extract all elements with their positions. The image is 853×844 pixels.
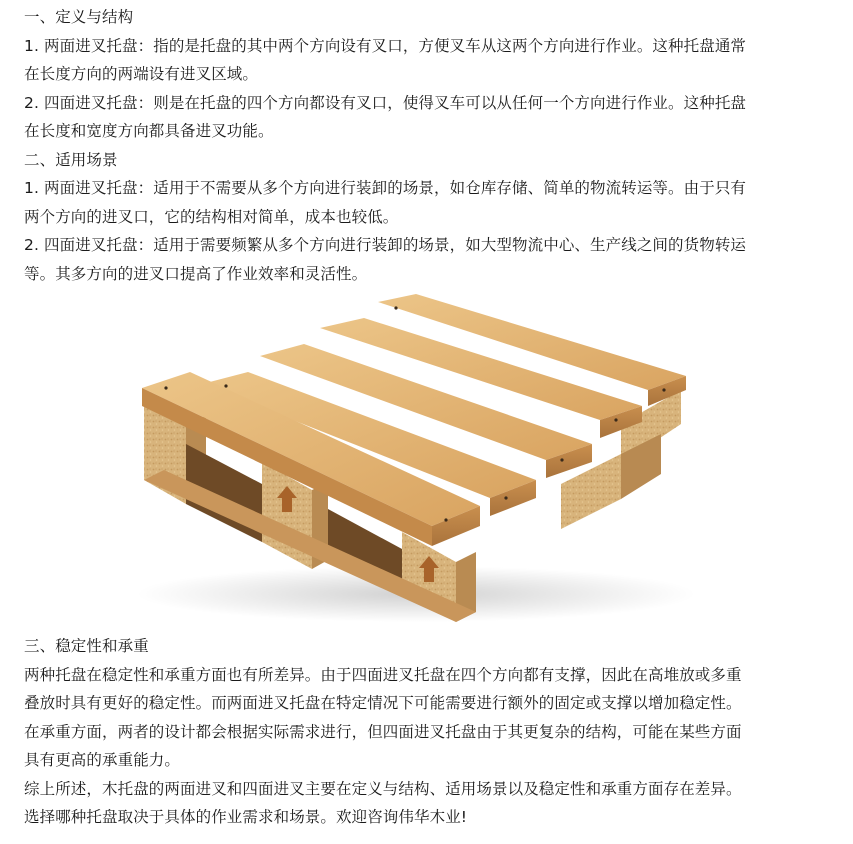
text-line: 综上所述，木托盘的两面进叉和四面进叉主要在定义与结构、适用场景以及稳定性和承重方面存在差异。 — [24, 779, 742, 798]
paragraph-four-way-definition — [24, 89, 746, 146]
text-line: 两个方向的进叉口，它的结构相对简单，成本也较低。 — [24, 207, 399, 226]
text-line: 在承重方面，两者的设计都会根据实际需求进行，但四面进叉托盘由于其更复杂的结构，可能在某些方面 — [24, 722, 742, 741]
section-heading-stability: 三、稳定性和承重 — [24, 637, 149, 655]
text-line: 1. 两面进叉托盘：指的是托盘的其中两个方向设有叉口，方便叉车从这两个方向进行作业。这种托盘通常 — [24, 36, 747, 55]
wooden-pallet-image — [116, 294, 696, 624]
text-line: 选择哪种托盘取决于具体的作业需求和场景。欢迎咨询伟华木业! — [24, 808, 468, 826]
text-line: 具有更高的承重能力。 — [24, 751, 181, 769]
paragraph-stability — [24, 661, 742, 775]
text-line: 叠放时具有更好的稳定性。而两面进叉托盘在特定情况下可能需要进行额外的固定或支撑以增加稳定性。 — [24, 694, 742, 712]
paragraph-two-way-definition — [24, 32, 746, 89]
text-line: 2. 四面进叉托盘：则是在托盘的四个方向都设有叉口，使得叉车可以从任何一个方向进行作业。这种托盘 — [24, 93, 747, 112]
article-bottom-block — [24, 632, 742, 832]
paragraph-four-way-scenario — [24, 231, 746, 288]
text-line: 两种托盘在稳定性和承重方面也有所差异。由于四面进叉托盘在四个方向都有支撑，因此在高堆放或多重 — [24, 665, 742, 684]
paragraph-two-way-scenario — [24, 174, 746, 231]
section-heading-definition: 一、定义与结构 — [24, 8, 134, 26]
text-line: 1. 两面进叉托盘：适用于不需要从多个方向进行装卸的场景，如仓库存储、简单的物流转运等。由于只有 — [24, 179, 747, 197]
text-line: 等。其多方向的进叉口提高了作业效率和灵活性。 — [24, 264, 368, 283]
section-heading-scenarios: 二、适用场景 — [24, 150, 118, 169]
text-line: 在长度方向的两端设有进叉区域。 — [24, 65, 259, 83]
article-top-block — [24, 3, 746, 288]
text-line: 在长度和宽度方向都具备进叉功能。 — [24, 122, 274, 140]
paragraph-summary — [24, 775, 742, 832]
text-line: 2. 四面进叉托盘：适用于需要频繁从多个方向进行装卸的场景，如大型物流中心、生产线之间的货物转运 — [24, 236, 747, 254]
